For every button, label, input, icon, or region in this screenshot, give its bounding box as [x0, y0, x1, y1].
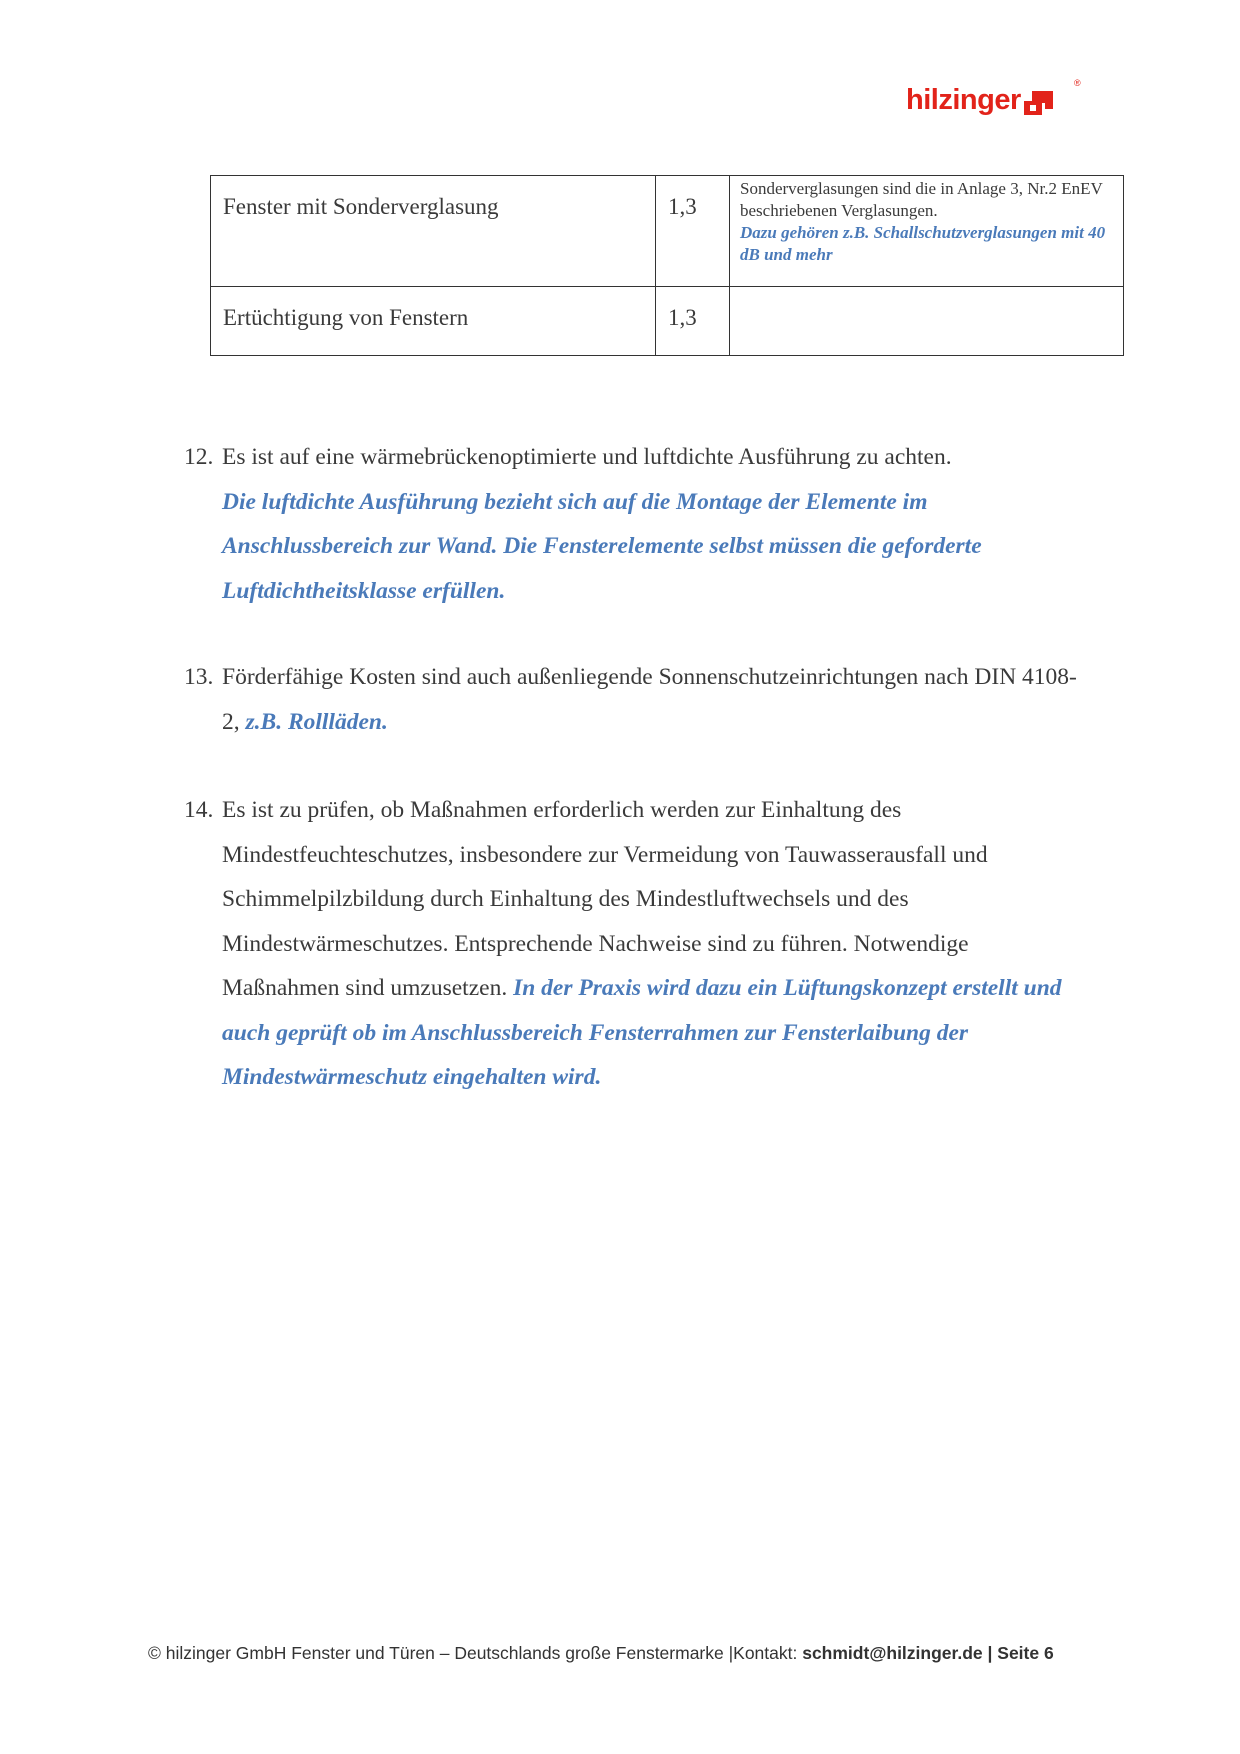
item-highlight: z.B. Rollläden. — [245, 708, 388, 735]
table-row — [211, 287, 1124, 356]
note-highlight: Dazu gehören z.B. Schallschutzverglasungen mit 40 dB und mehr — [740, 223, 1106, 264]
table-row — [211, 176, 1124, 287]
footer-page-number: Seite 6 — [997, 1643, 1054, 1663]
item-number: 12. — [184, 444, 214, 470]
table-cell-value: 1,3 — [656, 176, 730, 287]
logo-wordmark: hilzinger — [906, 83, 1021, 116]
item-number: 13. — [184, 664, 214, 690]
list-item-12 — [184, 435, 1084, 613]
table-cell-note — [730, 176, 1124, 287]
item-text: Es ist zu prüfen, ob Maßnahmen erforderlich werden zur Einhaltung des Mindestfeuchteschutzes, insbesondere zur Vermeidung von Tauwasserausfall und Schimmelpilzbildung durch Einhaltung des Mindestluftwechsels und des Mindestwärmeschutzes. Entsprechende Nachweise sind zu führen. Notwendige Maßnahmen sind umzusetzen. — [222, 797, 988, 1001]
table-cell-measure: Ertüchtigung von Fenstern — [211, 287, 656, 356]
table-cell-value: 1,3 — [656, 287, 730, 356]
item-number: 14. — [184, 797, 214, 823]
table-cell-measure: Fenster mit Sonderverglasung — [211, 176, 656, 287]
list-item-14 — [184, 788, 1084, 1100]
logo-mark-icon — [1023, 83, 1059, 117]
page-footer — [148, 1643, 1088, 1664]
note-text: Sonderverglasungen sind die in Anlage 3, Nr.2 EnEV beschriebenen Verglasungen. — [740, 179, 1103, 220]
item-highlight: In der Praxis wird dazu ein Lüftungskonzept erstellt und auch geprüft ob im Anschlussbereich Fensterrahmen zur Fensterlaibung der Mindestwärmeschutz eingehalten wird. — [222, 975, 1062, 1090]
logo-registered-mark: ® — [1074, 78, 1081, 88]
table-cell-note — [730, 287, 1124, 356]
item-highlight: Die luftdichte Ausführung bezieht sich auf die Montage der Elemente im Anschlussbereich zur Wand. Die Fensterelemente selbst müssen die geforderte Luftdichtheitsklasse erfüllen. — [222, 488, 982, 604]
item-text: Es ist auf eine wärmebrückenoptimierte und luftdichte Ausführung zu achten. — [222, 444, 952, 470]
footer-separator: | — [982, 1643, 998, 1663]
footer-text: © hilzinger GmbH Fenster und Türen – Deutschlands große Fenstermarke |Kontakt: — [148, 1643, 803, 1663]
hilzinger-logo — [906, 78, 1081, 120]
list-item-13 — [184, 655, 1084, 744]
item-text: Förderfähige Kosten sind auch außenliegende Sonnenschutzeinrichtungen nach DIN 4108-2, — [222, 664, 1077, 735]
footer-email-link[interactable]: schmidt@hilzinger.de — [802, 1643, 983, 1663]
u-value-table — [210, 175, 1124, 356]
